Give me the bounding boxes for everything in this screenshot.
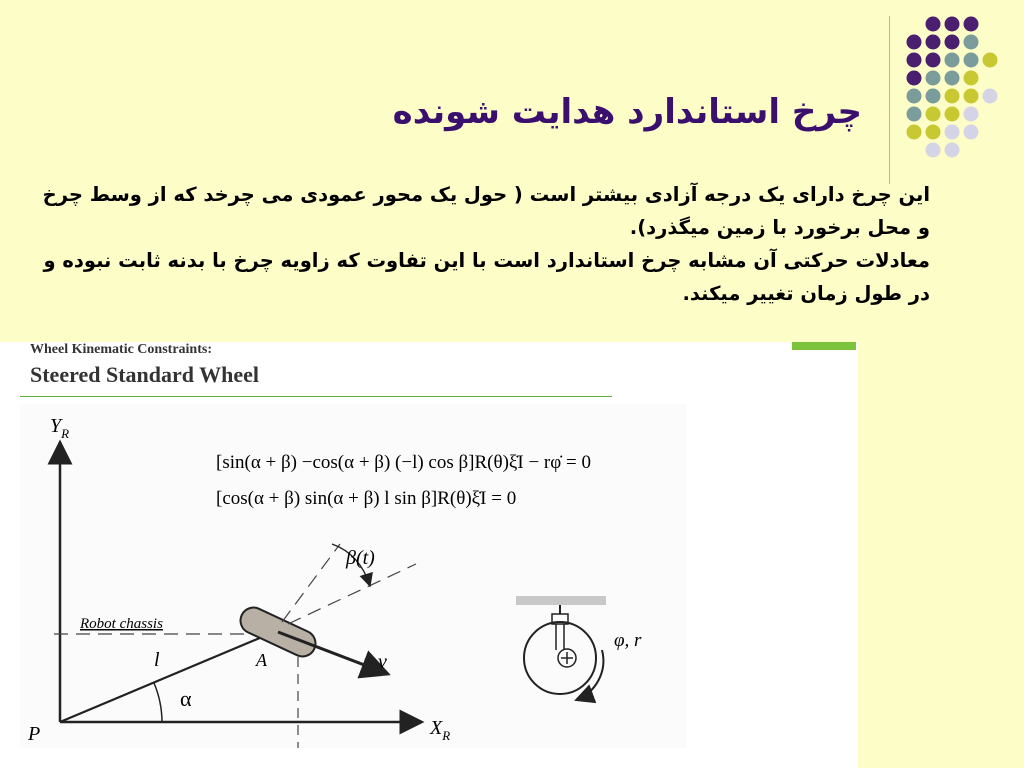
decor-dot — [926, 17, 941, 32]
decor-dot — [907, 53, 922, 68]
decor-dot — [926, 89, 941, 104]
alpha-label: α — [180, 686, 192, 711]
decor-dot — [964, 35, 979, 50]
decor-dot — [945, 35, 960, 50]
figure-heading: Steered Standard Wheel — [30, 362, 259, 387]
equation-1: [sin(α + β) −cos(α + β) (−l) cos β]R(θ)ξ̇I − rφ̇ = 0 — [216, 452, 591, 473]
accent-strip — [792, 342, 856, 350]
figure-divider — [20, 396, 612, 397]
decor-dot — [945, 107, 960, 122]
decor-dot — [964, 125, 979, 140]
decor-dot — [964, 53, 979, 68]
decor-dot — [945, 125, 960, 140]
decor-dot — [926, 35, 941, 50]
beta-label: β(t) — [346, 547, 375, 569]
beta-line-1 — [282, 544, 340, 622]
decor-dot — [945, 17, 960, 32]
slide-body — [40, 178, 930, 310]
decor-dot — [983, 89, 998, 104]
y-axis-label: $Y_R$ — [50, 415, 70, 441]
svg-text:φ, r: φ, r — [614, 630, 642, 651]
decor-dot — [964, 17, 979, 32]
length-label: l — [154, 649, 160, 671]
decor-dot-grid — [900, 14, 1024, 164]
figure-panel — [0, 342, 858, 768]
figure-subheading: Wheel Kinematic Constraints: — [30, 342, 212, 357]
paragraph-1: این چرخ دارای یک درجه آزادی بیشتر است ( حول یک محور عمودی می چرخد که از وسط چرخ و محل برخورد با زمین میگذرد). — [42, 183, 930, 239]
equation-2: [cos(α + β) sin(α + β) l sin β]R(θ)ξ̇I = 0 — [216, 488, 517, 509]
decor-dot — [907, 107, 922, 122]
decor-dot — [926, 53, 941, 68]
decor-dot — [945, 53, 960, 68]
decor-dot — [964, 71, 979, 86]
side-wheel-view — [516, 596, 642, 700]
origin-label: P — [28, 723, 41, 745]
decor-dot — [907, 35, 922, 50]
x-axis-label: $X_R$ — [430, 717, 451, 743]
decor-dot — [945, 143, 960, 158]
beta-line-2 — [288, 564, 416, 624]
decor-dot — [945, 71, 960, 86]
decor-dot — [907, 71, 922, 86]
decor-dot — [926, 125, 941, 140]
arm-line — [60, 632, 274, 722]
decor-dot — [907, 89, 922, 104]
velocity-label: v — [378, 651, 387, 673]
decor-dot — [964, 89, 979, 104]
decor-dot — [983, 53, 998, 68]
decor-dot — [907, 125, 922, 140]
alpha-arc — [154, 683, 162, 722]
point-label: A — [256, 650, 267, 670]
decor-dot — [945, 89, 960, 104]
slide-title: چرخ استاندارد هدایت شونده — [392, 92, 862, 132]
decor-dot — [964, 107, 979, 122]
decor-dot — [926, 107, 941, 122]
decor-vertical-line — [889, 16, 890, 184]
kinematics-diagram — [20, 404, 686, 748]
paragraph-2: معادلات حرکتی آن مشابه چرخ استاندارد است با این تفاوت که زاویه چرخ با بدنه ثابت نبوده و در طول زمان تغییر میکند. — [43, 249, 930, 305]
chassis-label: Robot chassis — [80, 616, 163, 632]
decor-dot — [926, 143, 941, 158]
decor-dot — [926, 71, 941, 86]
